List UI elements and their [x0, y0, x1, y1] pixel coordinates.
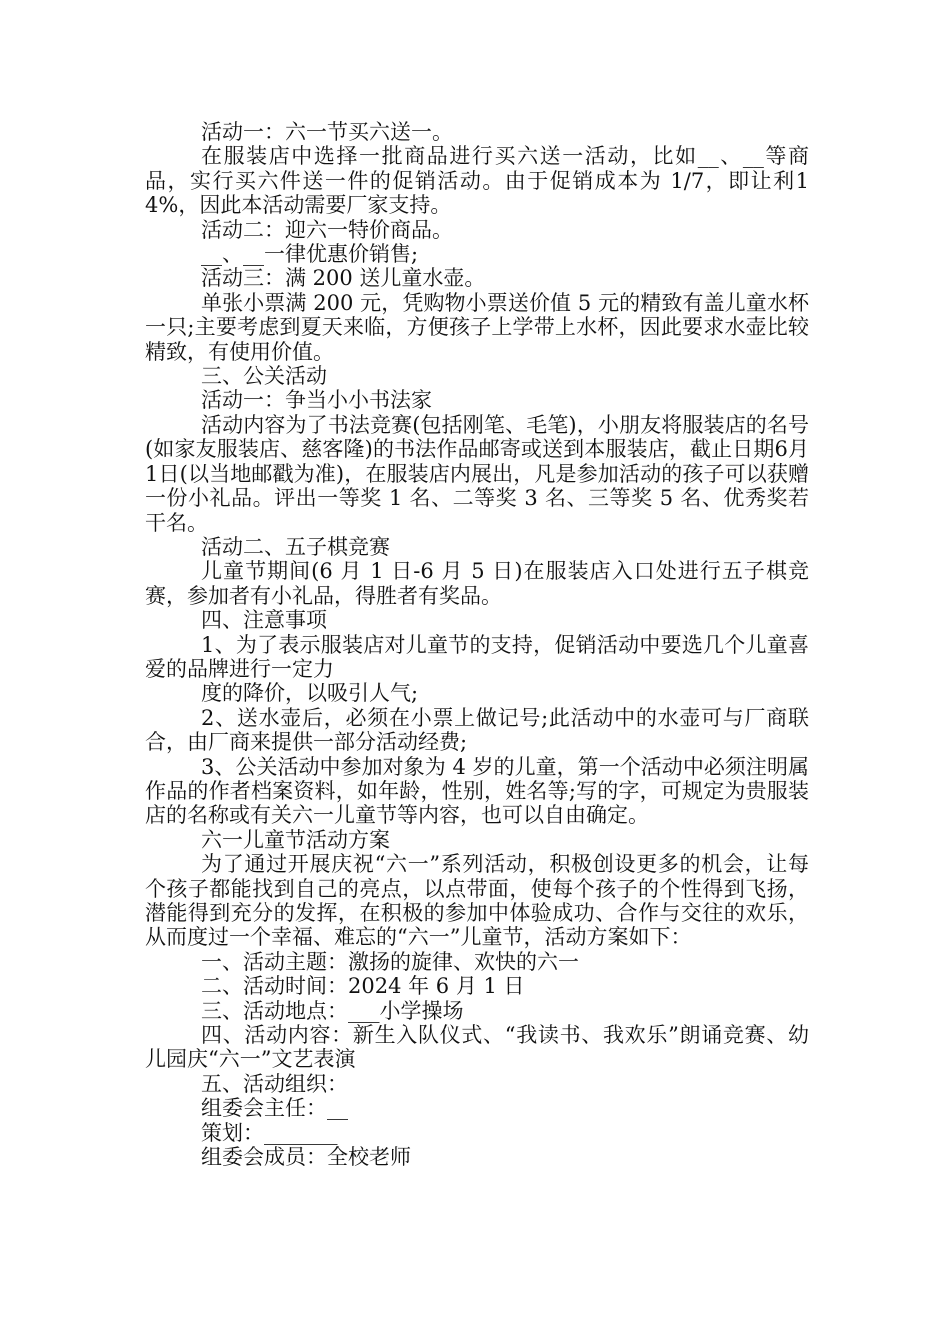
section-heading: 四、注意事项	[201, 608, 327, 633]
paragraph: 为了通过开展庆祝“六一”系列活动，积极创设更多的机会，让每个孩子都能找到自己的亮点，以点带面，使每个孩子的个性得到飞扬，潜能得到充分的发挥，在积极的参加中体验成功、合作与交往的欢乐，从而度过一个幸福、难忘的“六一”儿童节，活动方案如下：	[145, 852, 809, 950]
paragraph: 活动二、五子棋竞赛	[201, 534, 390, 559]
paragraph: 活动三：满 200 送儿童水壶。	[201, 266, 486, 291]
paragraph: 五、活动组织：	[201, 1071, 348, 1096]
paragraph: 度的降价，以吸引人气;	[201, 681, 419, 706]
paragraph: 二、活动时间：2024 年 6 月 1 日	[201, 974, 525, 999]
paragraph: 策划：_______	[201, 1120, 338, 1145]
paragraph: 三、活动地点：___小学操场	[201, 998, 464, 1023]
paragraph: 组委会成员：全校老师	[201, 1145, 411, 1170]
section-heading: 三、公关活动	[201, 364, 327, 389]
paragraph: 在服装店中选择一批商品进行买六送一活动，比如__、__等商品，实行买六件送一件的促销活动。由于促销成本为 1/7，即让利14%，因此本活动需要厂家支持。	[145, 144, 809, 218]
paragraph: 活动内容为了书法竞赛(包括刚笔、毛笔)，小朋友将服装店的名号(如家友服装店、慈客隆)的书法作品邮寄或送到本服装店，截止日期6月1日(以当地邮戳为准)，在服装店内展出，凡是参加活动的孩子可以获赠一份小礼品。评出一等奖 1 名、二等奖 3 名、三等奖 5 名、优秀奖若干名。	[145, 412, 809, 535]
document-title: 六一儿童节活动方案	[201, 827, 390, 852]
paragraph: 四、活动内容：新生入队仪式、“我读书、我欢乐”朗诵竞赛、幼儿园庆“六一”文艺表演	[145, 1023, 809, 1072]
paragraph: 单张小票满 200 元，凭购物小票送价值 5 元的精致有盖儿童水杯一只;主要考虑到夏天来临，方便孩子上学带上水杯，因此要求水壶比较精致，有使用价值。	[145, 290, 809, 364]
paragraph: 一、活动主题：激扬的旋律、欢快的六一	[201, 949, 579, 974]
paragraph: 2、送水壶后，必须在小票上做记号;此活动中的水壶可与厂商联合，由厂商来提供一部分活动经费;	[145, 705, 809, 755]
paragraph: 3、公关活动中参加对象为 4 岁的儿童，第一个活动中必须注明属作品的作者档案资料，如年龄，性别，姓名等;写的字，可规定为贵服装店的名称或有关六一儿童节等内容，也可以自由确定。	[145, 754, 809, 828]
paragraph: 活动一：争当小小书法家	[201, 388, 432, 413]
paragraph: 1、为了表示服装店对儿童节的支持，促销活动中要选几个儿童喜爱的品牌进行一定力	[145, 632, 809, 681]
document-body	[145, 120, 809, 1169]
paragraph: __、__一律优惠价销售;	[201, 242, 419, 267]
paragraph: 儿童节期间(6 月 1 日-6 月 5 日)在服装店入口处进行五子棋竞赛，参加者有小礼品，得胜者有奖品。	[145, 559, 809, 608]
paragraph: 活动一：六一节买六送一。	[201, 120, 453, 144]
paragraph: 活动二：迎六一特价商品。	[201, 217, 453, 242]
paragraph: 组委会主任：__	[201, 1096, 348, 1121]
